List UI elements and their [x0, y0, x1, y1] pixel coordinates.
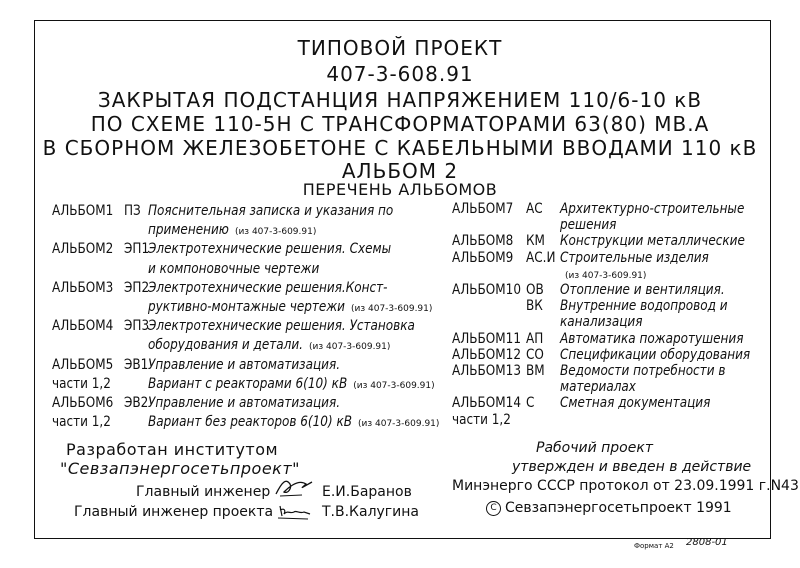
chief-project-engineer-role: Главный инженер проекта — [74, 504, 274, 520]
left-album-description: и компоновочные чертежи — [148, 260, 320, 277]
right-album-description: Внутренние водопровод и — [560, 298, 728, 315]
right-album-label: АЛЬБОМ13 — [452, 363, 522, 379]
left-album-label: АЛЬБОМ2 — [52, 241, 114, 258]
project-title-line3: В СБОРНОМ ЖЕЛЕЗОБЕТОНЕ С КАБЕЛЬНЫМИ ВВОДАМИ 110 кВ — [42, 136, 758, 160]
left-album-description: Вариант без реакторов 6(10) кВ — [148, 414, 353, 431]
project-number: 407-3-608.91 — [326, 62, 474, 86]
left-album-reference: (из 407-3-609.91) — [234, 227, 317, 238]
left-album-label: АЛЬБОМ5 — [52, 356, 114, 373]
right-album-label: АЛЬБОМ7 — [452, 201, 514, 217]
left-album-code: ЭВ2 — [124, 395, 149, 411]
left-album-description: Вариант с реакторами 6(10) кВ — [148, 375, 348, 392]
project-title-line2: ПО СХЕМЕ 110-5Н С ТРАНСФОРМАТОРАМИ 63(80) МВ.А — [90, 112, 710, 136]
right-album-code: С — [526, 395, 535, 412]
left-album-description: Пояснительная записка и указания по — [148, 203, 394, 219]
right-album-code: СО — [526, 346, 544, 363]
approval-protocol: Минэнерго СССР протокол от 23.09.1991 г.N43 — [452, 478, 799, 494]
right-album-code: АС — [526, 201, 543, 217]
right-album-code: АС.И — [526, 249, 556, 266]
left-album-label: АЛЬБОМ6 — [52, 395, 114, 411]
right-album-reference: (из 407-3-609.91) — [565, 270, 647, 281]
approval-line1: Рабочий проект — [536, 440, 653, 456]
right-album-code: ВМ — [526, 363, 545, 379]
right-album-code: АП — [526, 330, 544, 347]
left-album-description: Электротехнические решения. Схемы — [148, 241, 392, 258]
left-album-description: применению — [148, 222, 229, 239]
left-album-description: оборудования и детали. — [148, 337, 303, 354]
copyright-icon: C — [486, 501, 501, 516]
right-album-label: АЛЬБОМ10 — [452, 282, 522, 298]
right-album-description: Спецификации оборудования — [560, 346, 751, 363]
copyright-text: Севзапэнергосетьпроект 1991 — [505, 500, 732, 516]
left-album-reference: (из 407-3-609.91) — [353, 380, 435, 391]
right-album-description: Конструкции металлические — [560, 233, 745, 250]
left-album-reference: (из 407-3-609.91) — [350, 304, 433, 314]
right-album-code: КМ — [526, 233, 545, 250]
developer-line1: Разработан институтом — [66, 440, 279, 459]
left-album-reference: (из 407-3-609.91) — [358, 419, 440, 430]
album-number: АЛЬБОМ 2 — [341, 159, 459, 183]
right-album-description: материалах — [560, 379, 636, 396]
album-list-title: ПЕРЕЧЕНЬ АЛЬБОМОВ — [302, 180, 498, 199]
right-album-label: АЛЬБОМ12 — [452, 346, 522, 363]
right-album-label: части 1,2 — [452, 411, 511, 428]
chief-engineer-role: Главный инженер — [136, 484, 271, 500]
right-album-label: АЛЬБОМ11 — [452, 330, 522, 347]
copyright-line — [486, 500, 732, 516]
right-album-description: Сметная документация — [560, 395, 711, 412]
left-album-code: ПЗ — [124, 203, 141, 219]
left-album-code: ЭП2 — [124, 279, 150, 296]
chief-project-engineer-signature-image — [276, 500, 316, 522]
left-album-reference: (из 407-3-609.91) — [308, 342, 391, 353]
sheet-format: Формат А2 — [634, 542, 674, 550]
right-album-code: ВК — [526, 298, 543, 315]
approval-line2: утвержден и введен в действие — [512, 459, 752, 475]
right-album-description: Архитектурно-строительные — [560, 201, 745, 217]
right-album-description: канализация — [560, 314, 643, 331]
left-album-code: ЭВ1 — [124, 356, 149, 373]
right-album-description: Ведомости потребности в — [560, 363, 726, 379]
left-album-label: АЛЬБОМ4 — [52, 318, 114, 335]
right-album-description: Строительные изделия — [560, 249, 709, 266]
right-album-label: АЛЬБОМ8 — [452, 233, 514, 250]
left-album-label: части 1,2 — [52, 414, 111, 431]
left-album-code: ЭП1 — [124, 241, 150, 258]
right-album-description: Отопление и вентиляция. — [560, 282, 725, 298]
left-album-code: ЭП3 — [124, 318, 150, 335]
left-album-label: АЛЬБОМ3 — [52, 279, 114, 296]
chief-engineer-name: Е.И.Баранов — [322, 484, 412, 500]
left-album-description: Управление и автоматизация. — [148, 395, 341, 411]
right-album-label: АЛЬБОМ14 — [452, 395, 522, 412]
left-album-label: АЛЬБОМ1 — [52, 203, 114, 219]
left-album-description: Электротехнические решения. Установка — [148, 318, 415, 335]
document-code: 2808-01 — [686, 537, 728, 548]
chief-project-engineer-name: Т.В.Калугина — [322, 504, 419, 520]
right-album-label: АЛЬБОМ9 — [452, 249, 514, 266]
left-album-description: Электротехнические решения.Конст- — [148, 279, 388, 296]
project-title-line1: ЗАКРЫТАЯ ПОДСТАНЦИЯ НАПРЯЖЕНИЕМ 110/6-10 кВ — [97, 88, 703, 112]
right-album-description: решения — [560, 217, 617, 234]
left-album-description: руктивно-монтажные чертежи — [148, 299, 345, 315]
developer-line2: "Севзапэнергосетьпроект" — [60, 459, 300, 478]
project-type-title: ТИПОВОЙ ПРОЕКТ — [297, 36, 503, 60]
right-album-description: Автоматика пожаротушения — [560, 330, 744, 347]
left-album-description: Управление и автоматизация. — [148, 356, 341, 373]
left-album-label: части 1,2 — [52, 375, 111, 392]
chief-engineer-signature-image — [272, 474, 318, 500]
right-album-code: ОВ — [526, 282, 544, 298]
